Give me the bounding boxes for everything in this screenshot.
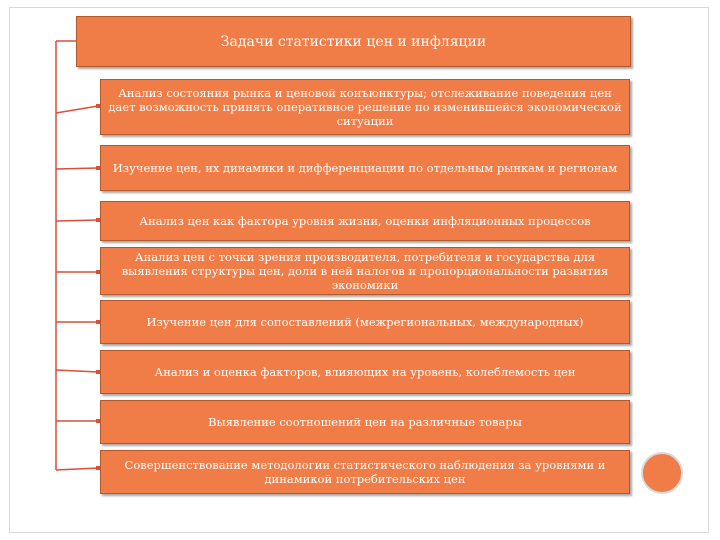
task-box-4: Анализ цен с точки зрения производителя, потребителя и государства для выявления структуры цен, доли в ней налогов и пропорциональности развития экономики	[100, 247, 630, 295]
task-box-7: Выявление соотношений цен на различные товары	[100, 400, 630, 444]
task-box-3: Анализ цен как фактора уровня жизни, оценки инфляционных процессов	[100, 201, 630, 241]
decorative-circle	[641, 452, 683, 494]
task-box-8: Совершенствование методологии статистического наблюдения за уровнями и динамикой потребительских цен	[100, 450, 630, 494]
diagram-title: Задачи статистики цен и инфляции	[76, 16, 631, 67]
connector-branch-3	[56, 220, 98, 221]
connector-branch-1	[56, 106, 98, 113]
connector-branch-2	[56, 168, 98, 169]
task-box-5: Изучение цен для сопоставлений (межрегиональных, международных)	[100, 300, 630, 344]
connector-branch-8	[56, 468, 98, 470]
connector-branch-6	[56, 370, 98, 372]
task-box-2: Изучение цен, их динамики и дифференциации по отдельным рынкам и регионам	[100, 145, 630, 191]
task-box-1: Анализ состояния рынка и ценовой конъюнктуры; отслеживание поведения цен дает возможность принять оперативное решение по изменившейся экономической ситуации	[100, 79, 630, 135]
task-box-6: Анализ и оценка факторов, влияющих на уровень, колеблемость цен	[100, 350, 630, 394]
